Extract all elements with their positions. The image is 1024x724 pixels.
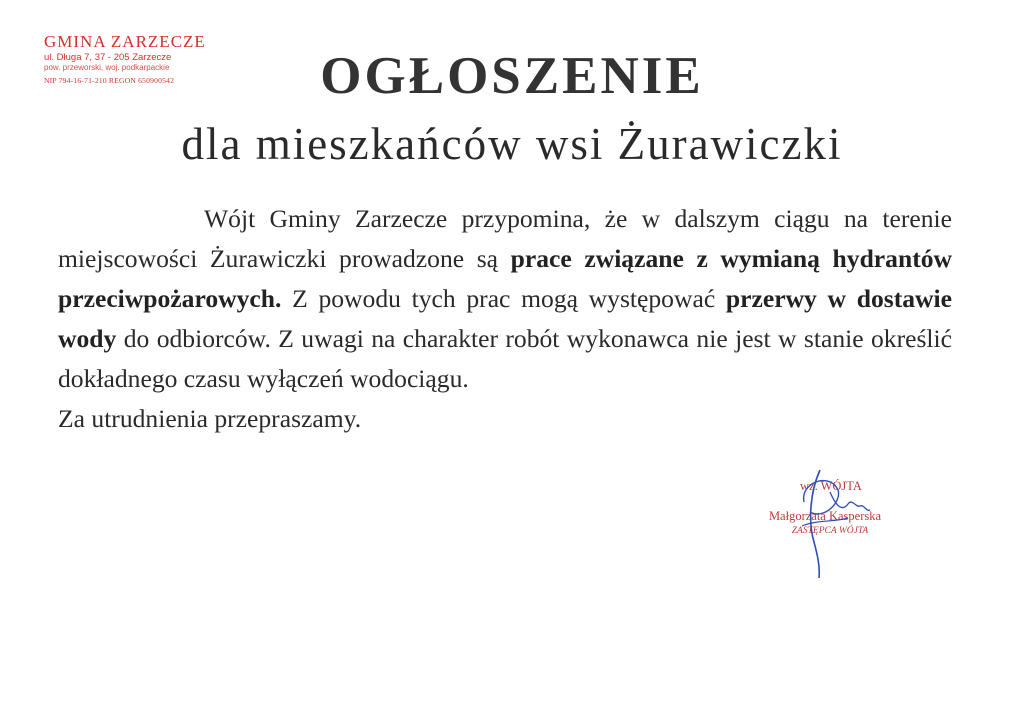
announcement-paragraph (58, 199, 952, 399)
page-title: OGŁOSZENIE (320, 47, 704, 105)
stamp-address: ul. Długa 7, 37 - 205 Zarzecze (44, 52, 172, 63)
signature-person: Małgorzata Kasperska (768, 509, 882, 523)
bold-works: prace związane z wymianą hydrantów przeciwpożarowych. (58, 244, 952, 313)
paragraph-text: Z powodu tych prac mogą występować (281, 284, 726, 313)
bold-interruptions: przerwy w dostawie wody (58, 284, 952, 353)
page-subtitle: dla mieszkańców wsi Żurawiczki (181, 119, 843, 169)
apology-line: Za utrudnienia przepraszamy. (58, 404, 362, 433)
announcement-body (58, 199, 952, 439)
signature-role-bottom: ZASTĘPCA WÓJTA (791, 526, 869, 536)
paragraph-text: do odbiorców. Z uwagi na charakter robót wykonawca nie jest w stanie określić dokładnego czasu wyłączeń wodociągu. (58, 324, 952, 393)
stamp-region: pow. przeworski, woj. podkarpackie (44, 63, 170, 72)
stamp-ids: NIP 794-16-71-210 REGON 650900542 (44, 76, 175, 85)
stamp-name: GMINA ZARZECZE (44, 32, 206, 51)
signature-role-top: wz. WÓJTA (800, 479, 862, 493)
paragraph-text: Wójt Gminy Zarzecze przypomina, że w dalszym ciągu na terenie miejscowości Żurawiczki prowadzone są (58, 204, 952, 273)
handwritten-signature (790, 462, 880, 582)
